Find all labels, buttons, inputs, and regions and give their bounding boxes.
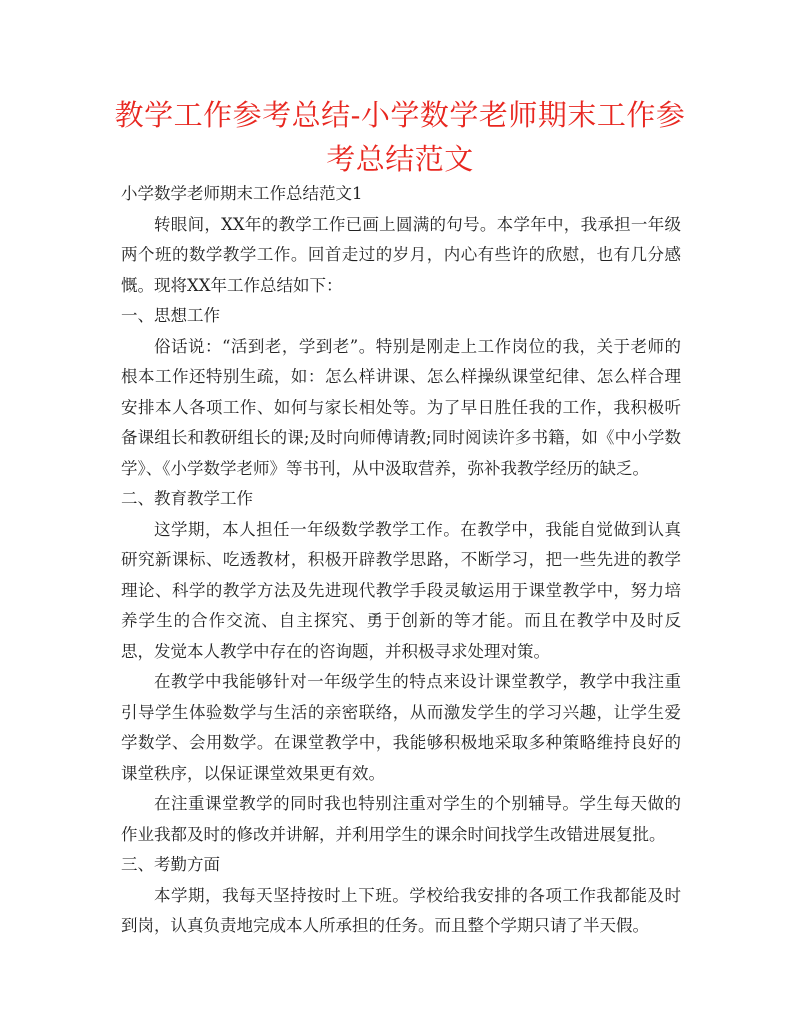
section-heading: 三、考勤方面 — [121, 855, 220, 874]
body-paragraph: 这学期，本人担任一年级数学教学工作。在教学中，我能自觉做到认真研究新课标、吃透教材，积极开辟教学思路，不断学习，把一些先进的教学理论、科学的教学方法及先进现代教学手段灵敏运用于课堂教学中，努力培养学生的合作交流、自主探究、勇于创新的等才能。而且在教学中及时反思，发觉本人教学中存在的咨询题，并积极寻求处理对策。 — [121, 519, 681, 661]
body-paragraph: 本学期，我每天坚持按时上下班。学校给我安排的各项工作我都能及时到岗，认真负责地完成本人所承担的任务。而且整个学期只请了半天假。 — [121, 885, 681, 935]
section-heading: 小学数学老师期末工作总结范文1 — [121, 184, 363, 203]
document-title: 教学工作参考总结-小学数学老师期末工作参考总结范文 — [114, 98, 686, 176]
document-body — [121, 179, 681, 942]
body-paragraph: 在注重课堂教学的同时我也特别注重对学生的个别辅导。学生每天做的作业我都及时的修改并讲解，并利用学生的课余时间找学生改错进展复批。 — [121, 794, 681, 844]
section-heading: 一、思想工作 — [121, 306, 220, 325]
body-paragraph: 转眼间，XX年的教学工作已画上圆满的句号。本学年中，我承担一年级两个班的数学教学工作。回首走过的岁月，内心有些许的欣慰，也有几分感慨。现将XX年工作总结如下： — [121, 214, 681, 295]
body-paragraph: 俗话说：“活到老，学到老”。特别是刚走上工作岗位的我，关于老师的根本工作还特别生疏，如：怎么样讲课、怎么样操纵课堂纪律、怎么样合理安排本人各项工作、如何与家长相处等。为了早日胜任我的工作，我积极听备课组长和教研组长的课;及时向师傅请教;同时阅读许多书籍，如《中小学数学》、《小学数学老师》等书刊，从中汲取营养，弥补我教学经历的缺乏。 — [121, 336, 681, 478]
body-paragraph: 在教学中我能够针对一年级学生的特点来设计课堂教学，教学中我注重引导学生体验数学与生活的亲密联络，从而激发学生的学习兴趣，让学生爱学数学、会用数学。在课堂教学中，我能够积极地采取多种策略维持良好的课堂秩序，以保证课堂效果更有效。 — [121, 672, 681, 783]
section-heading: 二、教育教学工作 — [121, 489, 253, 508]
